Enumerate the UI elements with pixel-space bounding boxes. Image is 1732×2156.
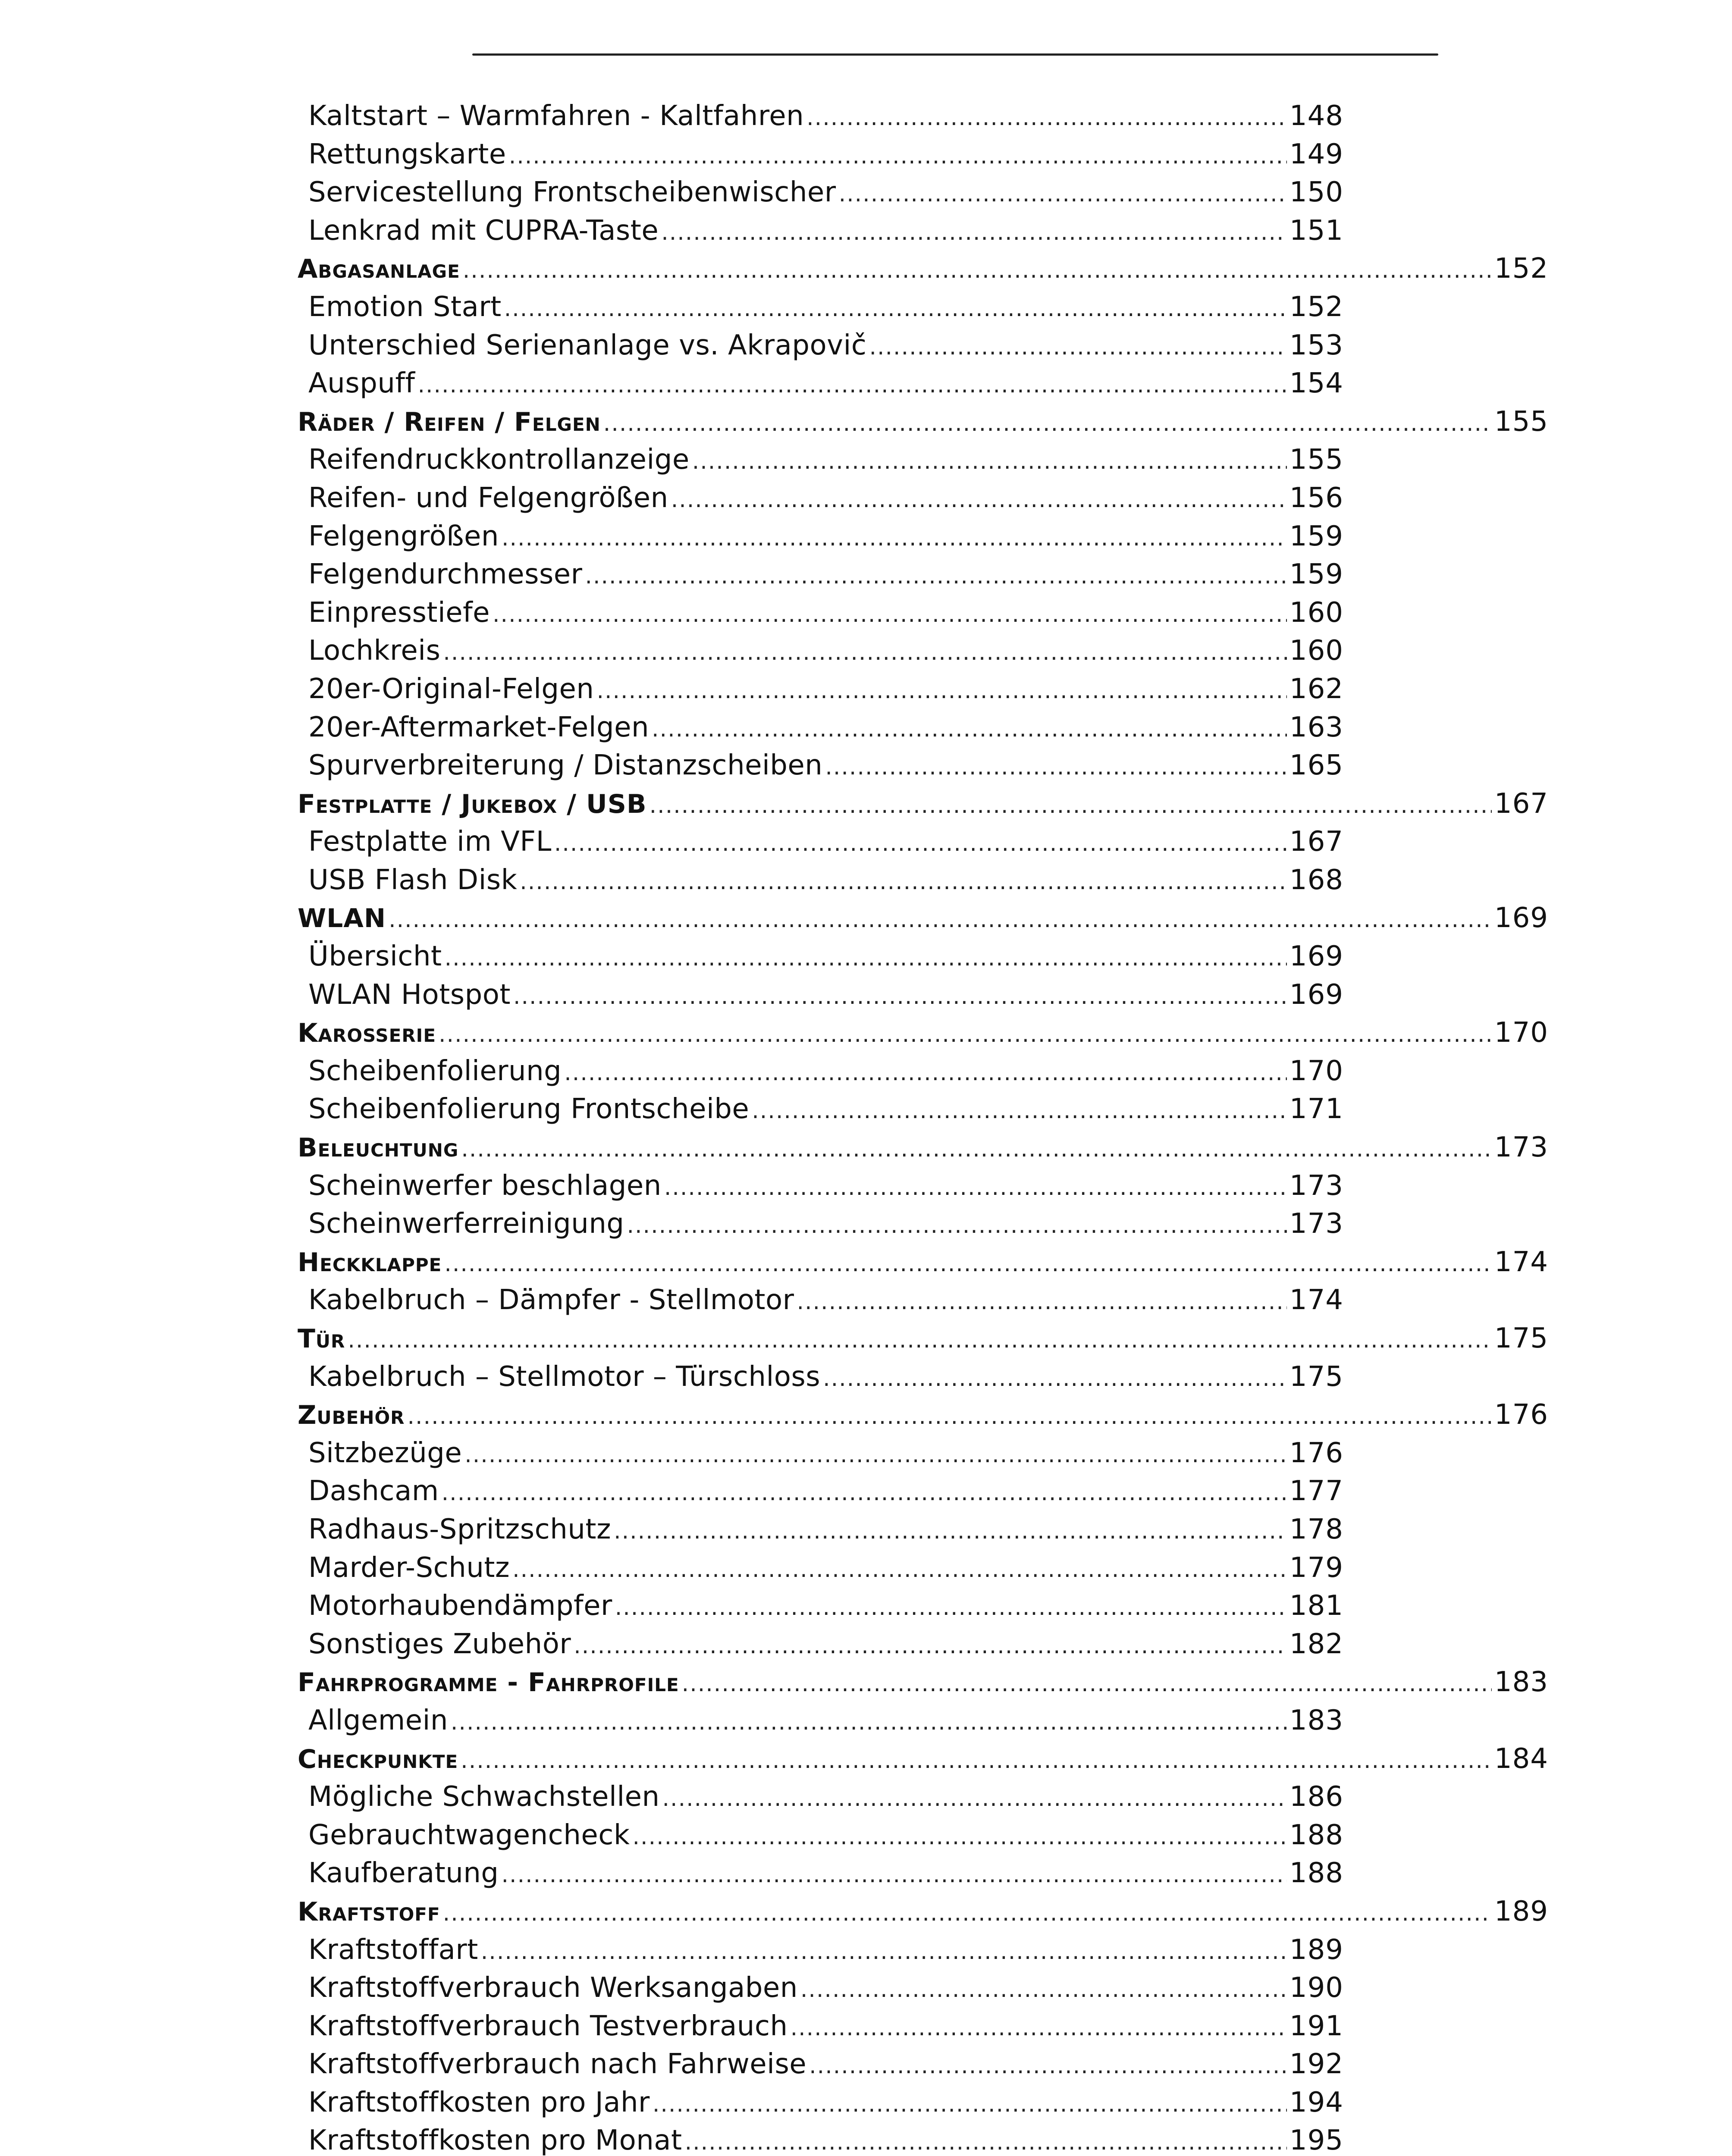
toc-entry-title: Kraftstoffverbrauch Werksangaben <box>308 1972 798 2004</box>
dot-leader <box>408 1398 1492 1436</box>
toc-entry-title: Servicestellung Frontscheibenwischer <box>308 176 836 209</box>
toc-entry-page-number: 189 <box>1289 1934 1343 1966</box>
toc-entry[interactable] <box>298 288 1548 326</box>
dot-leader <box>463 251 1492 290</box>
toc-entry-title: Marder-Schutz <box>308 1551 510 1584</box>
header-rule <box>472 53 1438 56</box>
dot-leader <box>650 787 1492 825</box>
toc-entry-title: 20er-Original-Felgen <box>308 673 594 705</box>
dot-leader <box>661 213 1287 252</box>
dot-leader <box>442 1474 1287 1512</box>
toc-entry-page-number: 160 <box>1289 635 1343 667</box>
toc-entry-title: Karosserie <box>298 1018 436 1049</box>
toc-entry-page-number: 176 <box>1289 1437 1343 1469</box>
toc-entry-title: Kaufberatung <box>308 1857 499 1890</box>
toc-section-entry[interactable] <box>298 1396 1548 1434</box>
toc-entry-page-number: 195 <box>1289 2125 1343 2156</box>
dot-leader <box>823 1360 1287 1398</box>
dot-leader <box>574 1627 1287 1665</box>
toc-entry-title: Fahrprogramme - Fahrprofile <box>298 1667 679 1698</box>
toc-entry[interactable] <box>298 976 1548 1014</box>
toc-entry-title: 20er-Aftermarket-Felgen <box>308 711 650 743</box>
toc-entry-title: Allgemein <box>308 1704 448 1736</box>
toc-entry-title: Scheinwerfer beschlagen <box>308 1169 662 1202</box>
toc-section-entry[interactable] <box>298 785 1548 823</box>
toc-section-entry[interactable] <box>298 1243 1548 1282</box>
toc-entry-title: Felgendurchmesser <box>308 558 583 591</box>
dot-leader <box>512 1551 1287 1589</box>
dot-leader <box>481 1933 1287 1971</box>
toc-entry-title: Einpresstiefe <box>308 596 490 629</box>
dot-leader <box>461 1130 1492 1169</box>
dot-leader <box>839 175 1287 213</box>
dot-leader <box>653 2085 1287 2124</box>
toc-entry-title: Unterschied Serienanlage vs. Akrapovič <box>308 329 867 361</box>
toc-entry-title: Lenkrad mit CUPRA-Taste <box>308 214 659 247</box>
toc-entry-page-number: 171 <box>1289 1093 1343 1125</box>
toc-entry-title: Festplatte im VFL <box>308 826 552 858</box>
toc-entry-page-number: 159 <box>1289 520 1343 552</box>
toc-entry-title: Radhaus-Spritzschutz <box>308 1513 612 1545</box>
toc-entry[interactable] <box>298 1510 1548 1549</box>
dot-leader <box>752 1092 1287 1130</box>
toc-entry[interactable] <box>298 746 1548 785</box>
dot-leader <box>585 557 1286 595</box>
toc-entry-page-number: 173 <box>1289 1169 1343 1202</box>
toc-entry-page-number: 159 <box>1289 558 1343 591</box>
toc-entry-page-number: 192 <box>1289 2048 1343 2081</box>
toc-section-entry[interactable] <box>298 1663 1548 1702</box>
toc-entry[interactable] <box>298 1281 1548 1319</box>
dot-leader <box>504 290 1287 328</box>
dot-leader <box>445 939 1287 978</box>
dot-leader <box>444 1245 1492 1283</box>
toc-entry-title: Scheibenfolierung <box>308 1055 562 1087</box>
toc-section-entry[interactable] <box>298 1128 1548 1167</box>
toc-entry-page-number: 167 <box>1289 826 1343 858</box>
dot-leader <box>603 404 1492 443</box>
toc-entry[interactable] <box>298 2084 1548 2122</box>
toc-entry-page-number: 170 <box>1494 1017 1548 1049</box>
dot-leader <box>800 1971 1287 2009</box>
toc-entry-page-number: 189 <box>1494 1895 1548 1927</box>
toc-entry-title: Festplatte / Jukebox / USB <box>298 789 647 819</box>
dot-leader <box>685 2123 1287 2156</box>
toc-section-entry[interactable] <box>298 1893 1548 1931</box>
toc-entry-title: Scheinwerferreinigung <box>308 1208 624 1240</box>
dot-leader <box>509 137 1287 175</box>
toc-entry-title: Motorhaubendämpfer <box>308 1590 612 1622</box>
toc-entry-page-number: 169 <box>1494 902 1548 934</box>
toc-entry-title: Kraftstoffverbrauch Testverbrauch <box>308 2010 788 2042</box>
toc-entry-title: Reifen- und Felgengrößen <box>308 482 668 514</box>
toc-entry[interactable] <box>298 1969 1548 2007</box>
toc-entry-title: WLAN Hotspot <box>308 978 511 1011</box>
toc-entry[interactable] <box>298 1931 1548 1969</box>
dot-leader <box>671 481 1287 519</box>
toc-entry-title: Mögliche Schwachstellen <box>308 1781 660 1813</box>
toc-entry-page-number: 152 <box>1289 291 1343 323</box>
toc-entry-page-number: 155 <box>1494 405 1548 438</box>
toc-entry[interactable] <box>298 1702 1548 1740</box>
toc-entry-title: Dashcam <box>308 1475 439 1507</box>
toc-entry-page-number: 156 <box>1289 482 1343 514</box>
toc-entry[interactable] <box>298 861 1548 899</box>
toc-entry-title: USB Flash Disk <box>308 864 518 896</box>
toc-entry-title: Scheibenfolierung Frontscheibe <box>308 1093 750 1125</box>
toc-entry[interactable] <box>298 364 1548 403</box>
dot-leader <box>664 1169 1287 1207</box>
toc-entry-page-number: 151 <box>1289 214 1343 247</box>
toc-entry-title: Kraftstoffart <box>308 1934 478 1966</box>
toc-entry-page-number: 186 <box>1289 1781 1343 1813</box>
toc-entry-title: Heckklappe <box>298 1247 442 1278</box>
dot-leader <box>652 710 1287 749</box>
toc-entry[interactable] <box>298 823 1548 861</box>
toc-entry-title: Rettungskarte <box>308 138 506 170</box>
toc-entry-title: Zubehör <box>298 1400 405 1431</box>
toc-entry-title: Gebrauchtwagencheck <box>308 1819 630 1851</box>
toc-entry-title: Emotion Start <box>308 291 502 323</box>
toc-entry[interactable] <box>298 1167 1548 1205</box>
toc-entry-page-number: 160 <box>1289 596 1343 629</box>
toc-entry-title: Tür <box>298 1324 345 1354</box>
dot-leader <box>869 328 1286 367</box>
toc-entry[interactable] <box>298 1205 1548 1243</box>
toc-entry[interactable] <box>298 1549 1548 1587</box>
dot-leader <box>564 1054 1287 1092</box>
toc-entry-page-number: 153 <box>1289 329 1343 361</box>
toc-entry[interactable] <box>298 632 1548 670</box>
toc-entry-page-number: 188 <box>1289 1857 1343 1890</box>
toc-entry-title: Kraftstoffkosten pro Jahr <box>308 2086 650 2118</box>
toc-entry-title: Sonstiges Zubehör <box>308 1628 571 1660</box>
toc-entry-page-number: 149 <box>1289 138 1343 170</box>
toc-entry-title: Kraftstoffverbrauch nach Fahrweise <box>308 2048 807 2081</box>
dot-leader <box>502 519 1287 558</box>
toc-entry[interactable] <box>298 1472 1548 1510</box>
toc-entry-title: Beleuchtung <box>298 1133 459 1163</box>
toc-entry-page-number: 152 <box>1494 253 1548 285</box>
toc-entry[interactable] <box>298 2007 1548 2046</box>
toc-entry-title: Reifendruckkontrollanzeige <box>308 444 690 476</box>
table-of-contents <box>298 97 1548 2156</box>
toc-section-entry[interactable] <box>298 1740 1548 1778</box>
toc-entry-title: Lochkreis <box>308 635 441 667</box>
dot-leader <box>692 442 1287 481</box>
toc-entry[interactable] <box>298 1090 1548 1128</box>
toc-entry-page-number: 167 <box>1494 787 1548 820</box>
toc-entry-page-number: 194 <box>1289 2086 1343 2118</box>
toc-entry-page-number: 174 <box>1494 1246 1548 1278</box>
toc-entry-page-number: 168 <box>1289 864 1343 896</box>
toc-entry-page-number: 175 <box>1289 1360 1343 1393</box>
toc-entry-title: Übersicht <box>308 940 442 973</box>
toc-entry-page-number: 174 <box>1289 1284 1343 1316</box>
dot-leader <box>662 1780 1287 1818</box>
toc-entry-page-number: 165 <box>1289 749 1343 782</box>
dot-leader <box>615 1589 1287 1627</box>
toc-entry-title: Spurverbreiterung / Distanzscheiben <box>308 749 823 782</box>
toc-entry[interactable] <box>298 1816 1548 1855</box>
dot-leader <box>502 1856 1287 1894</box>
toc-entry-title: Sitzbezüge <box>308 1437 462 1469</box>
toc-entry-title: Räder / Reifen / Felgen <box>298 407 601 437</box>
toc-entry[interactable] <box>298 594 1548 632</box>
toc-entry[interactable] <box>298 1587 1548 1625</box>
toc-section-entry[interactable] <box>298 1014 1548 1052</box>
dot-leader <box>554 824 1287 863</box>
toc-entry-page-number: 169 <box>1289 978 1343 1011</box>
dot-leader <box>682 1665 1492 1703</box>
dot-leader <box>417 366 1286 404</box>
dot-leader <box>348 1321 1491 1360</box>
toc-entry-page-number: 163 <box>1289 711 1343 743</box>
dot-leader <box>809 2047 1287 2085</box>
toc-entry-title: WLAN <box>298 903 386 934</box>
toc-entry-page-number: 182 <box>1289 1628 1343 1660</box>
dot-leader <box>791 2009 1287 2047</box>
toc-entry[interactable] <box>298 135 1548 174</box>
toc-entry[interactable] <box>298 212 1548 250</box>
toc-entry[interactable] <box>298 555 1548 594</box>
dot-leader <box>443 1894 1492 1933</box>
toc-entry-title: Checkpunkte <box>298 1744 458 1774</box>
toc-entry-page-number: 179 <box>1289 1551 1343 1584</box>
dot-leader <box>520 863 1287 901</box>
dot-leader <box>596 672 1286 710</box>
toc-entry-page-number: 181 <box>1289 1590 1343 1622</box>
toc-entry[interactable] <box>298 1778 1548 1816</box>
toc-entry-page-number: 175 <box>1494 1322 1548 1354</box>
toc-entry[interactable] <box>298 708 1548 747</box>
dot-leader <box>493 595 1287 634</box>
dot-leader <box>806 99 1287 137</box>
toc-entry[interactable] <box>298 670 1548 708</box>
toc-entry-page-number: 178 <box>1289 1513 1343 1545</box>
toc-entry-page-number: 183 <box>1494 1666 1548 1698</box>
dot-leader <box>389 901 1492 939</box>
toc-entry-page-number: 188 <box>1289 1819 1343 1851</box>
toc-entry-title: Kraftstoffkosten pro Monat <box>308 2125 682 2156</box>
toc-entry[interactable] <box>298 1625 1548 1664</box>
toc-entry-page-number: 173 <box>1289 1208 1343 1240</box>
toc-entry[interactable] <box>298 97 1548 135</box>
toc-entry[interactable] <box>298 517 1548 556</box>
toc-section-entry[interactable] <box>298 250 1548 288</box>
toc-entry[interactable] <box>298 1854 1548 1893</box>
toc-entry-page-number: 162 <box>1289 673 1343 705</box>
toc-entry[interactable] <box>298 1052 1548 1091</box>
dot-leader <box>464 1436 1287 1474</box>
toc-entry-title: Felgengrößen <box>308 520 499 552</box>
dot-leader <box>627 1206 1287 1245</box>
toc-entry-title: Kaltstart – Warmfahren - Kaltfahren <box>308 100 804 132</box>
toc-entry[interactable] <box>298 2122 1548 2156</box>
dot-leader <box>451 1703 1287 1742</box>
toc-entry-page-number: 150 <box>1289 176 1343 209</box>
toc-section-entry[interactable] <box>298 1319 1548 1358</box>
toc-entry-page-number: 183 <box>1289 1704 1343 1736</box>
dot-leader <box>825 748 1287 787</box>
toc-entry[interactable] <box>298 441 1548 479</box>
toc-entry-page-number: 176 <box>1494 1399 1548 1431</box>
toc-entry[interactable] <box>298 479 1548 517</box>
toc-entry-title: Auspuff <box>308 367 415 400</box>
toc-entry[interactable] <box>298 1358 1548 1396</box>
dot-leader <box>614 1512 1287 1551</box>
toc-entry-page-number: 177 <box>1289 1475 1343 1507</box>
dot-leader <box>797 1283 1286 1321</box>
toc-entry[interactable] <box>298 326 1548 365</box>
toc-entry-page-number: 190 <box>1289 1972 1343 2004</box>
dot-leader <box>439 1015 1492 1054</box>
toc-entry-page-number: 148 <box>1289 100 1343 132</box>
toc-entry-title: Kabelbruch – Stellmotor – Türschloss <box>308 1360 821 1393</box>
toc-entry-page-number: 191 <box>1289 2010 1343 2042</box>
toc-entry[interactable] <box>298 173 1548 212</box>
toc-entry-page-number: 155 <box>1289 444 1343 476</box>
dot-leader <box>513 978 1287 1016</box>
toc-entry-page-number: 170 <box>1289 1055 1343 1087</box>
toc-entry-title: Kabelbruch – Dämpfer - Stellmotor <box>308 1284 794 1316</box>
toc-entry-title: Kraftstoff <box>298 1896 440 1927</box>
dot-leader <box>633 1818 1287 1856</box>
toc-entry-page-number: 173 <box>1494 1131 1548 1164</box>
toc-section-entry[interactable] <box>298 403 1548 441</box>
toc-entry-page-number: 169 <box>1289 940 1343 973</box>
toc-entry[interactable] <box>298 2045 1548 2084</box>
toc-entry-page-number: 154 <box>1289 367 1343 400</box>
toc-entry-page-number: 184 <box>1494 1742 1548 1775</box>
toc-entry[interactable] <box>298 937 1548 976</box>
toc-entry-title: Abgasanlage <box>298 254 460 285</box>
toc-section-entry[interactable] <box>298 899 1548 937</box>
dot-leader <box>443 633 1286 672</box>
dot-leader <box>461 1742 1492 1780</box>
toc-entry[interactable] <box>298 1434 1548 1473</box>
